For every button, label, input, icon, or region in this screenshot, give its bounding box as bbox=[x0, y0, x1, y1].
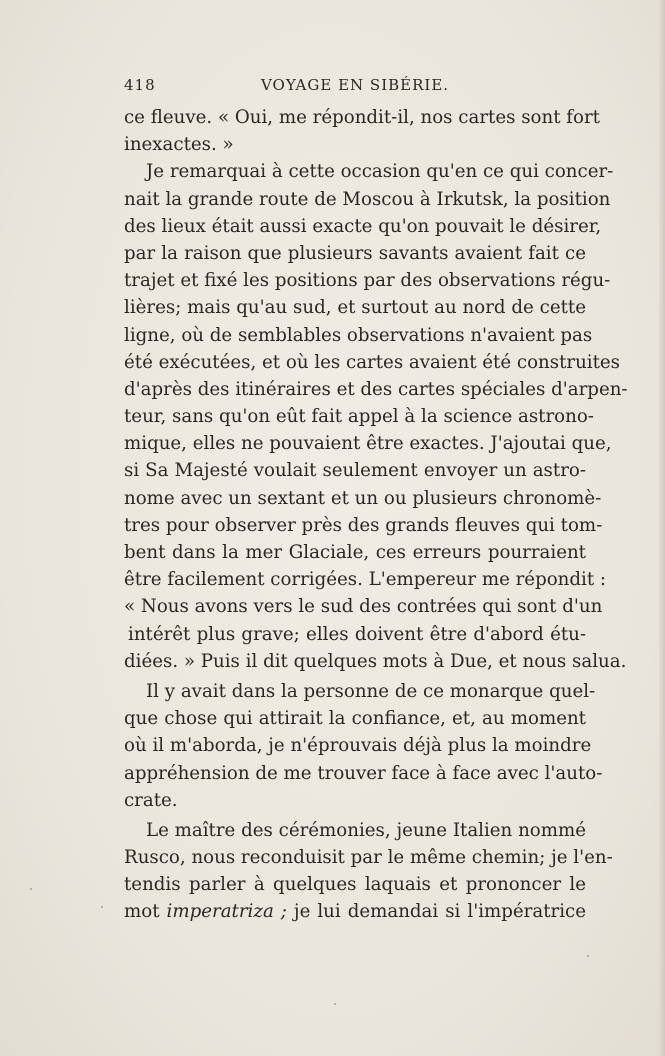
paragraph-1 bbox=[124, 104, 600, 158]
text-line: trajet et fixé les positions par des observations régu- bbox=[124, 270, 611, 292]
paper-speck bbox=[334, 1003, 336, 1005]
text-line: où il m'aborda, je n'éprouvais déjà plus la moindre bbox=[124, 735, 592, 757]
text-line: par la raison que plusieurs savants avaient fait ce bbox=[124, 242, 586, 264]
text-line: que chose qui attirait la confiance, et, au moment bbox=[124, 708, 586, 730]
text-line: ce fleuve. « Oui, me répondit-il, nos cartes sont fort bbox=[124, 107, 600, 128]
italic-word: imperatriza ; bbox=[166, 901, 287, 923]
text-line: crate. bbox=[124, 789, 178, 811]
text-line: « Nous avons vers le sud des contrées qui sont d'un bbox=[124, 596, 603, 618]
text-line: ligne, où de semblables observations n'avaient pas bbox=[124, 324, 593, 346]
running-header bbox=[124, 76, 586, 98]
page-edge-shadow bbox=[659, 0, 665, 1056]
paper-speck bbox=[587, 955, 589, 957]
text-line: mique, elles ne pouvaient être exactes. J'ajoutai que, bbox=[124, 433, 612, 455]
page-number: 418 bbox=[124, 76, 156, 94]
text-line: des lieux était aussi exacte qu'on pouvait le désirer, bbox=[124, 215, 602, 237]
text-line: nait la grande route de Moscou à Irkutsk, la position bbox=[124, 188, 611, 210]
text-line: tres pour observer près des grands fleuves qui tom- bbox=[124, 514, 603, 536]
text-run: mot bbox=[124, 901, 167, 923]
paragraph-2 bbox=[124, 158, 628, 675]
text-line: inexactes. » bbox=[124, 134, 234, 156]
text-line: d'après des itinéraires et des cartes spéciales d'arpen- bbox=[124, 378, 628, 400]
paper-speck bbox=[30, 888, 32, 890]
text-line: bent dans la mer Glaciale, ces erreurs pourraient bbox=[124, 542, 586, 563]
paragraph-3 bbox=[124, 678, 603, 814]
paragraph-4 bbox=[124, 817, 613, 926]
text-line bbox=[124, 898, 586, 925]
running-title: VOYAGE EN SIBÉRIE. bbox=[260, 76, 450, 94]
text-line: Je remarquai à cette occasion qu'en ce qui concer- bbox=[146, 161, 614, 183]
paper-speck bbox=[101, 906, 103, 908]
text-line: lières; mais qu'au sud, et surtout au nord de cette bbox=[124, 297, 586, 319]
text-line: diées. » Puis il dit quelques mots à Due, et nous salua. bbox=[124, 650, 627, 672]
body-text bbox=[124, 104, 628, 926]
text-line: être facilement corrigées. L'empereur me répondit : bbox=[124, 569, 607, 591]
text-line: nome avec un sextant et un ou plusieurs chronomè- bbox=[124, 487, 602, 509]
text-run: je lui demandai si l'impératrice bbox=[286, 901, 586, 923]
text-line: appréhension de me trouver face à face avec l'auto- bbox=[124, 762, 603, 784]
text-line: tendis parler à quelques laquais et prononcer le bbox=[124, 874, 586, 896]
text-line: été exécutées, et où les cartes avaient été construites bbox=[124, 351, 621, 373]
text-line: intérêt plus grave; elles doivent être d'abord étu- bbox=[128, 623, 586, 645]
text-line: Il y avait dans la personne de ce monarque quel- bbox=[146, 680, 596, 702]
text-line: Le maître des cérémonies, jeune Italien nommé bbox=[146, 819, 586, 841]
text-line: Rusco, nous reconduisit par le même chemin; je l'en- bbox=[124, 847, 613, 869]
text-line: si Sa Majesté voulait seulement envoyer un astro- bbox=[124, 460, 586, 482]
text-line: teur, sans qu'on eût fait appel à la science astrono- bbox=[124, 406, 594, 428]
